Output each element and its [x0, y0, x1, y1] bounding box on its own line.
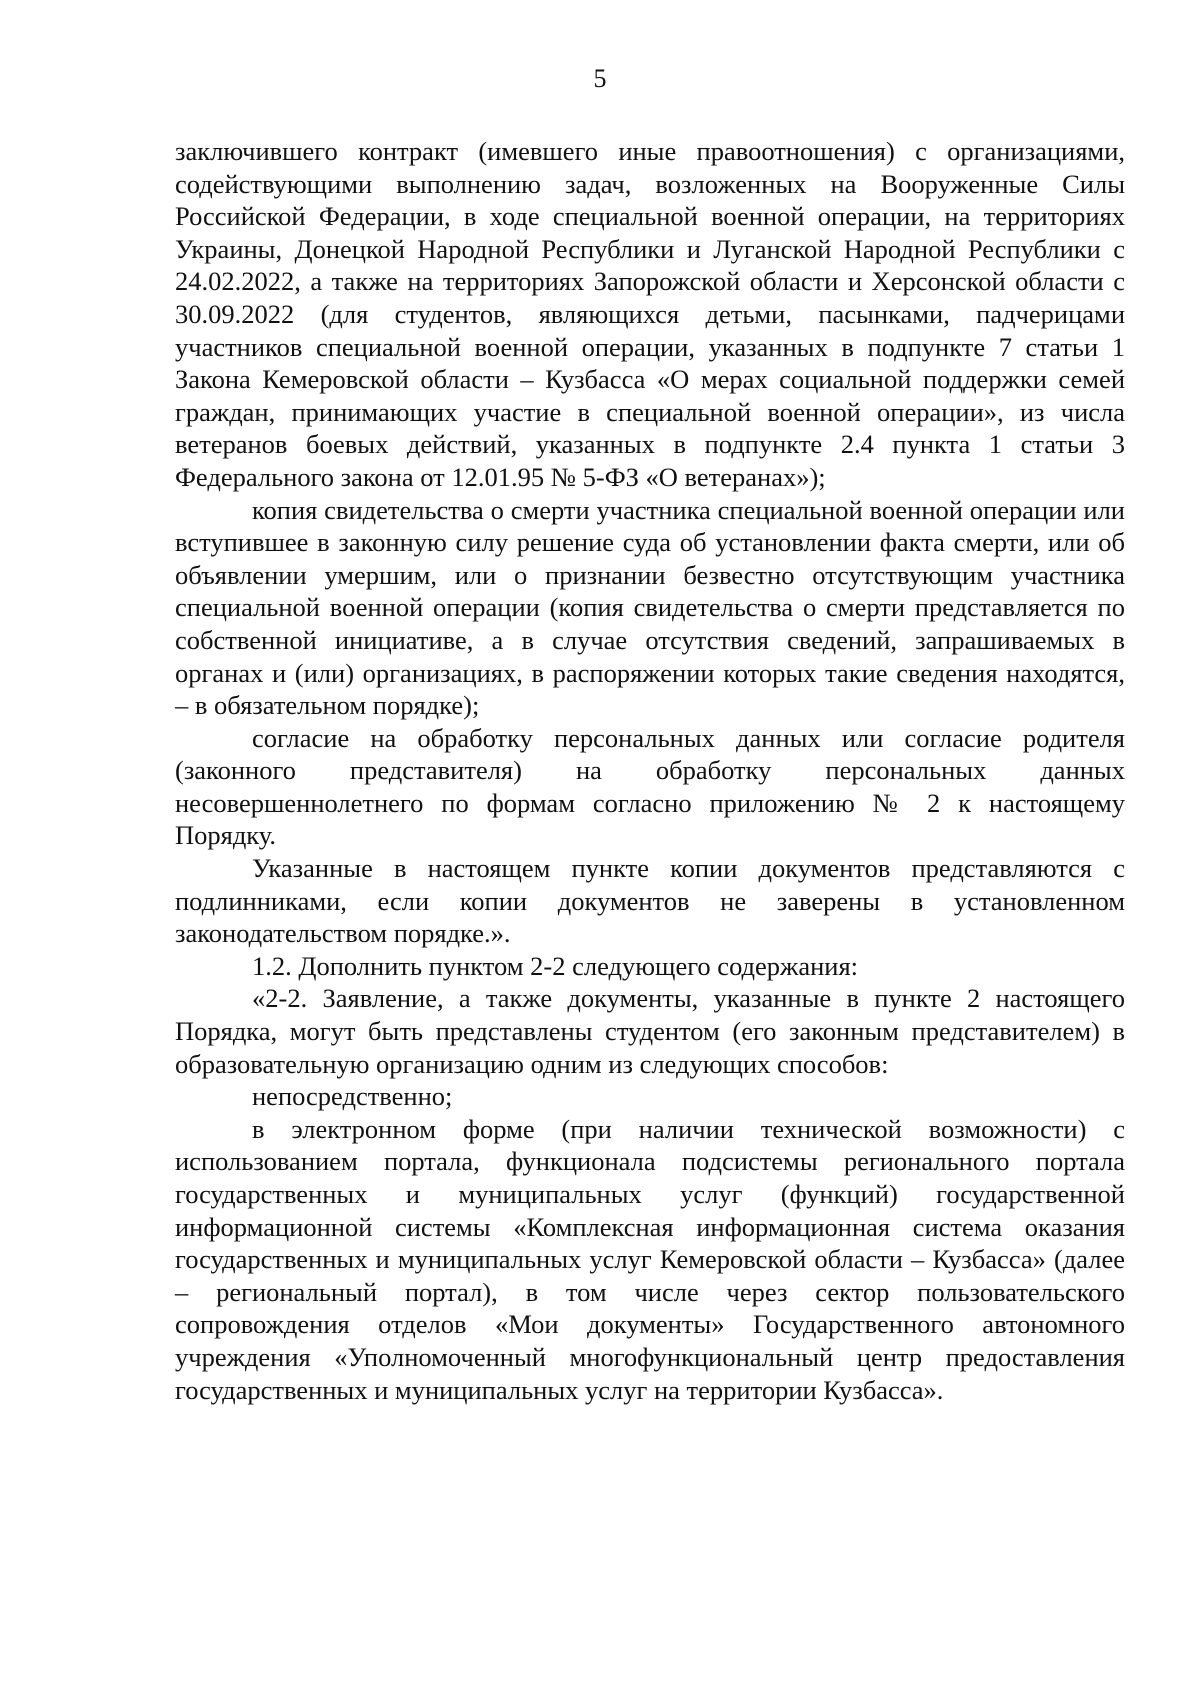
paragraph-clause-2-2: «2-2. Заявление, а также документы, указанные в пункте 2 настоящего Порядка, могут быть представлены студентом (его законным представителем) в образовательную организацию одним из следующих способов:	[175, 983, 1125, 1079]
paragraph-contract-continuation: заключившего контракт (имевшего иные правоотношения) с организациями, содействующими выполнению задач, возложенных на Вооруженные Силы Российской Федерации, в ходе специальной военной операции, на территориях Украины, Донецкой Народной Республики и Луганской Народной Республики с 24.02.2022, а также на территориях Запорожской области и Херсонской области с 30.09.2022 (для студентов, являющихся детьми, пасынками, падчерицами участников специальной военной операции, указанных в подпункте 7 статьи 1 Закона Кемеровской области – Кузбасса «О мерах социальной поддержки семей граждан, принимающих участие в специальной военной операции», из числа ветеранов боевых действий, указанных в подпункте 2.4 пункта 1 статьи 3 Федерального закона от 12.01.95 № 5-ФЗ «О ветеранах»);	[175, 136, 1125, 492]
paragraph-personal-data-consent: согласие на обработку персональных данных или согласие родителя (законного представителя) на обработку персональных данных несовершеннолетнего по формам согласно приложению № 2 к настоящему Порядку.	[175, 722, 1125, 851]
page-number: 5	[593, 64, 607, 93]
paragraph-electronic-form: в электронном форме (при наличии технической возможности) с использованием портала, функционала подсистемы регионального портала государственных и муниципальных услуг (функций) государственной информационной системы «Комплексная информационная система оказания государственных и муниципальных услуг Кемеровской области – Кузбасса» (далее – региональный портал), в том числе через сектор пользовательского сопровождения отделов «Мои документы» Государственного автономного учреждения «Уполномоченный многофункциональный центр предоставления государственных и муниципальных услуг на территории Кузбасса».	[175, 1113, 1125, 1405]
document-body	[175, 135, 1125, 1406]
paragraph-amendment-1-2: 1.2. Дополнить пунктом 2-2 следующего содержания:	[252, 950, 859, 981]
paragraph-death-certificate: копия свидетельства о смерти участника специальной военной операции или вступившее в законную силу решение суда об установлении факта смерти, или об объявлении умершим, или о признании безвестно отсутствующим участника специальной военной операции (копия свидетельства о смерти представляется по собственной инициативе, а в случае отсутствия сведений, запрашиваемых в органах и (или) организациях, в распоряжении которых такие сведения находятся, – в обязательном порядке);	[175, 494, 1125, 721]
paragraph-document-copies: Указанные в настоящем пункте копии документов представляются с подлинниками, если копии документов не заверены в установленном законодательством порядке.».	[175, 853, 1125, 949]
paragraph-directly: непосредственно;	[252, 1081, 453, 1112]
